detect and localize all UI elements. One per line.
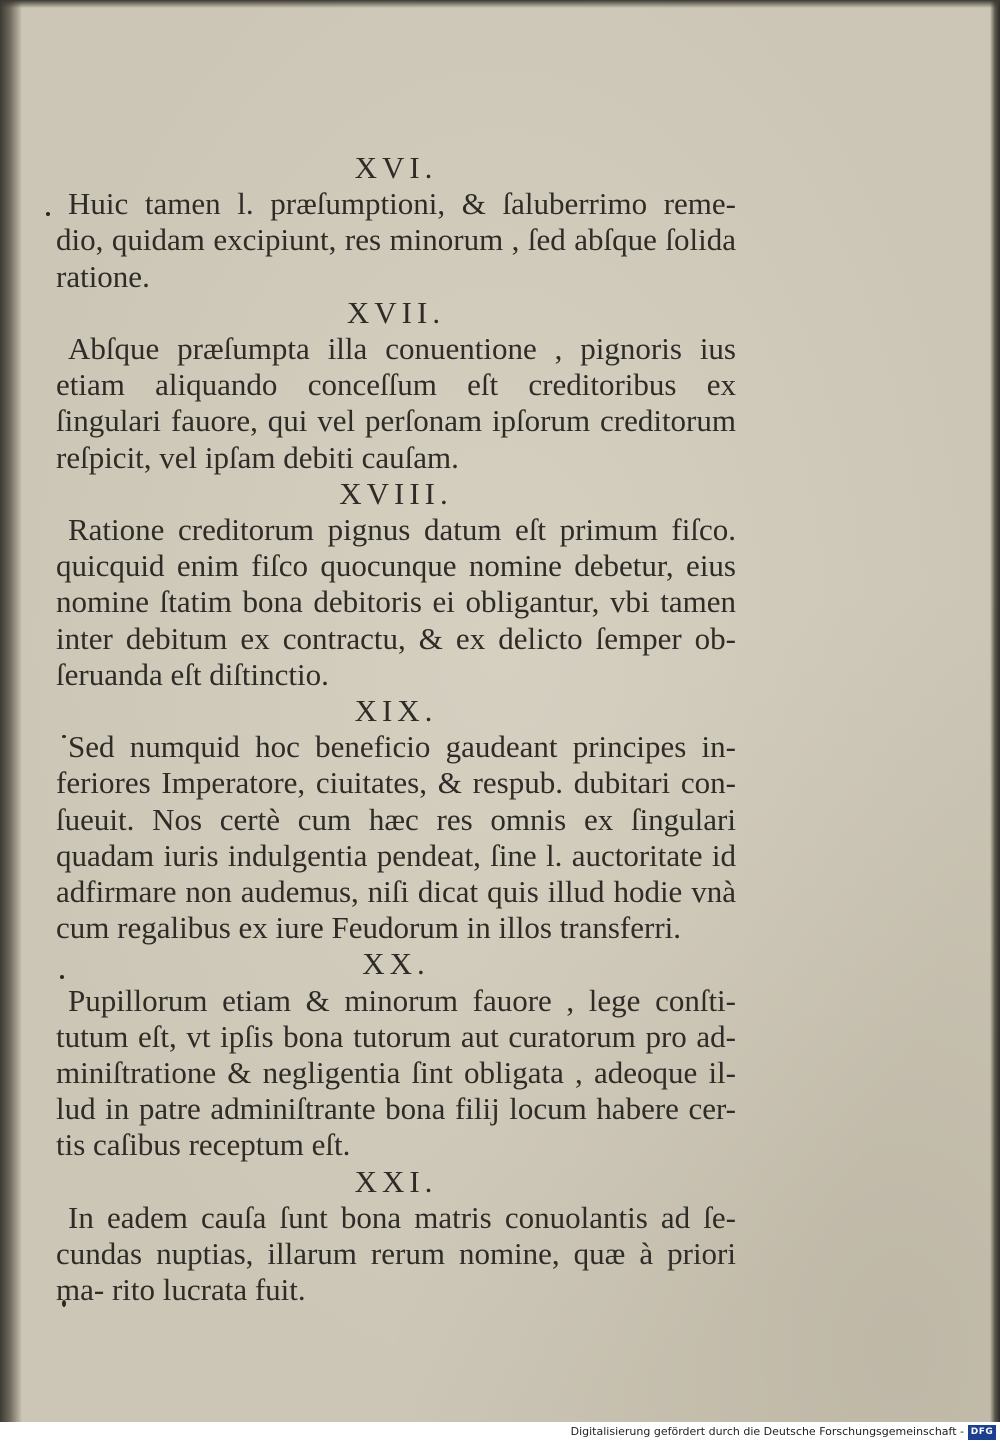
section-paragraph (56, 331, 736, 476)
text-line: lud in patre adminiſtrante bona filij locum habere cer- (56, 1091, 736, 1127)
text-line: feriores Imperatore, ciuitates, & respub. dubitari con- (56, 765, 736, 801)
dfg-logo: DFG (968, 1425, 996, 1440)
text-line: miniſtratione & negligentia ſint obligata , adeoque il- (56, 1055, 736, 1091)
ink-speck (46, 212, 50, 216)
section-heading: XX. (362, 946, 430, 982)
text-line: cum regalibus ex iure Feudorum in illos transferri. (56, 910, 682, 946)
text-line: tutum eſt, vt ipſis bona tutorum aut curatorum pro ad- (56, 1018, 736, 1054)
text-line: ſueuit. Nos certè cum hæc res omnis ex ſingulari (56, 801, 736, 837)
section-paragraph (56, 983, 736, 1164)
text-line: Sed numquid hoc beneficio gaudeant principes in- (68, 729, 736, 765)
book-binding-edge (0, 0, 22, 1422)
section-heading: XVIII. (339, 475, 453, 511)
text-line: inter debitum ex contractu, & ex delicto ſemper ob- (56, 620, 736, 656)
section-heading: XVI. (354, 150, 438, 185)
text-line: Pupillorum etiam & minorum fauore , lege conſti- (68, 982, 736, 1018)
text-line: adfirmare non audemus, niſi dicat quis illud hodie vnà (56, 874, 736, 910)
page-top-edge (0, 0, 1000, 8)
text-line: dio, quidam excipiunt, res minorum , ſed abſque ſolida (56, 222, 736, 258)
digitization-footer (0, 1422, 1000, 1444)
funding-credit: Digitalisierung gefördert durch die Deutsche Forschungsgemeinschaft - (570, 1425, 964, 1438)
text-line: Abſque præſumpta illa conuentione , pignoris ius (68, 331, 736, 367)
text-line: rito lucrata fuit. (111, 1272, 306, 1308)
text-line: In eadem cauſa ſunt bona matris conuolantis ad ſe- (68, 1199, 736, 1235)
section-paragraph (56, 729, 736, 946)
text-line: Ratione creditorum pignus datum eſt primum fiſco. (68, 512, 736, 548)
section-heading: XXI. (354, 1163, 438, 1199)
section-paragraph (56, 512, 736, 693)
text-line: ſeruanda eſt diſtinctio. (56, 656, 329, 692)
text-line: vel ipſam debiti cauſam. (159, 439, 459, 475)
section-heading: XIX. (354, 693, 438, 729)
section-heading: XVII. (346, 294, 446, 330)
text-line: cundas nuptias, illarum rerum nomine, quæ à priori ma- (56, 1236, 736, 1308)
text-line: tis caſibus receptum eſt. (56, 1127, 351, 1163)
page-text (56, 150, 736, 1309)
text-line: fauore, qui vel perſonam ipſorum creditorum reſpicit, (56, 403, 736, 475)
text-line: quicquid enim fiſco quocunque nomine debetur, eius (56, 548, 736, 584)
section-paragraph (56, 186, 736, 295)
text-line: Huic tamen l. præſumptioni, & ſaluberrimo reme- (68, 186, 736, 222)
text-line: quadam iuris indulgentia pendeat, ſine l. auctoritate id (56, 837, 736, 873)
text-line: etiam aliquando conceſſum eſt creditoribus ex ſingulari (56, 367, 736, 439)
page-right-edge (990, 0, 1000, 1422)
text-line: nomine ſtatim bona debitoris ei obligantur, vbi tamen (56, 584, 736, 620)
text-line: ratione. (56, 258, 150, 294)
section-paragraph (56, 1200, 736, 1309)
